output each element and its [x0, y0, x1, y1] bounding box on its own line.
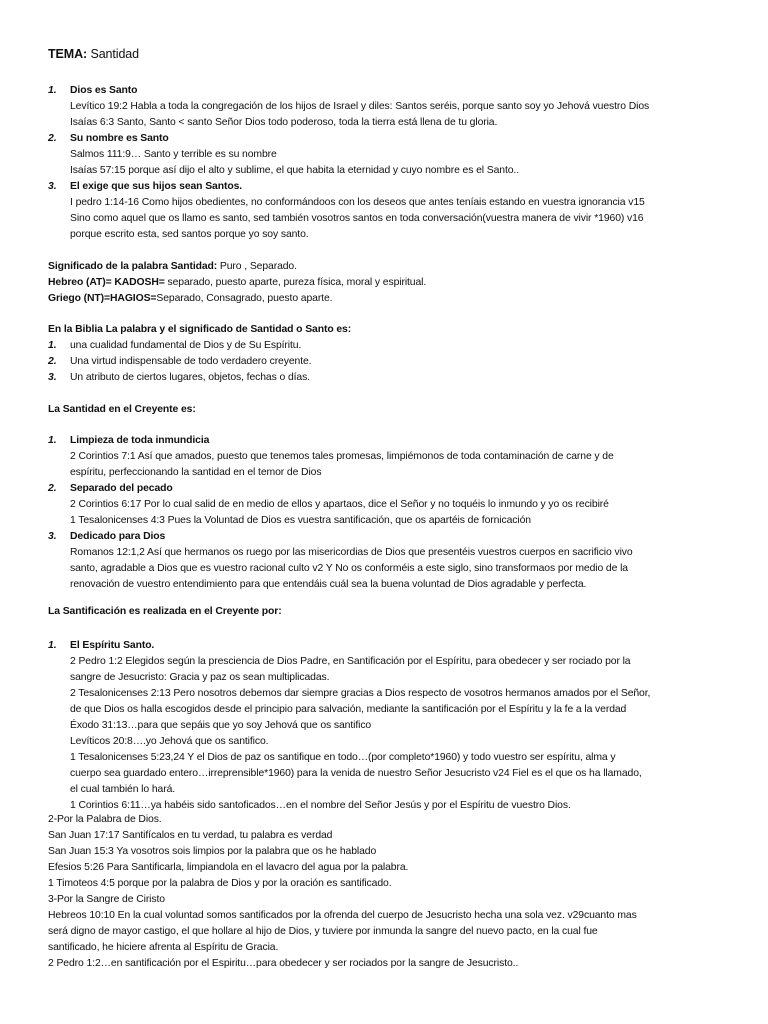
verse-line: 2 Corintios 7:1 Así que amados, puesto que tenemos tales promesas, limpiémonos de toda contaminación de carne y de	[70, 451, 614, 462]
item-heading: El exige que sus hijos sean Santos.	[70, 181, 243, 192]
list-item: Un atributo de ciertos lugares, objetos, fechas o días.	[70, 372, 310, 383]
title-value: Santidad	[90, 47, 140, 61]
list-number: 1.	[48, 340, 57, 351]
meaning-text: Puro , Separado.	[217, 261, 297, 272]
meaning-text: Separado, Consagrado, puesto aparte.	[156, 293, 333, 304]
meaning-label: Hebreo (AT)= KADOSH=	[48, 277, 165, 288]
verse-line: sangre de Jesucristo: Gracia y paz os sean multiplicadas.	[70, 672, 330, 683]
verse-line: santificado, he hiciere afrenta al Espíritu de Gracia.	[48, 942, 279, 953]
list-item: una cualidad fundamental de Dios y de Su Espíritu.	[70, 340, 302, 351]
section-heading: La Santidad en el Creyente es:	[48, 404, 196, 415]
verse-line: Levítico 19:2 Habla a toda la congregación de los hijos de Israel y diles: Santos seréis, porque santo soy yo Jehová vuestro Dios	[70, 101, 650, 112]
meaning-label: Griego (NT)=HAGIOS=	[48, 293, 157, 304]
list-number: 3.	[48, 372, 57, 383]
verse-line: 1 Tesalonicenses 4:3 Pues la Voluntad de Dios es vuestra santificación, que os apartéis de fornicación	[70, 515, 531, 526]
list-number: 3.	[48, 181, 57, 192]
verse-line: renovación de vuestro entendimiento para que entendáis cuál sea la buena voluntad de Dios agradable y perfecta.	[70, 579, 587, 590]
verse-line: Sino como aquel que os llamo es santo, sed también vosotros santos en toda conversación(vuestra manera de vivir *1960) v16	[70, 213, 644, 224]
item-heading: Separado del pecado	[70, 483, 173, 494]
verse-line: I pedro 1:14-16 Como hijos obedientes, no conformándoos con los deseos que antes teníais estando en vuestra ignorancia v15	[70, 197, 645, 208]
item-heading: Dios es Santo	[70, 85, 138, 96]
verse-line: 1 Corintios 6:11…ya habéis sido santoficados…en el nombre del Señor Jesús y por el Espíritu de vuestro Dios.	[70, 800, 571, 811]
list-number: 2.	[48, 483, 57, 494]
list-number: 3.	[48, 531, 57, 542]
item-heading: El Espíritu Santo.	[70, 640, 155, 651]
verse-line: Isaías 6:3 Santo, Santo < santo Señor Dios todo poderoso, toda la tierra está llena de tu gloria.	[70, 117, 498, 128]
verse-line: San Juan 15:3 Ya vosotros sois limpios por la palabra que os he hablado	[48, 846, 377, 857]
verse-line: Hebreos 10:10 En la cual voluntad somos santificados por la ofrenda del cuerpo de Jesucristo hecha una sola vez. v29cuanto mas	[48, 910, 637, 921]
verse-line: 2 Pedro 1:2 Elegidos según la presciencia de Dios Padre, en Santificación por el Espíritu, para obedecer y ser rociado por la	[70, 656, 631, 667]
meaning-line	[48, 292, 332, 305]
list-number: 1.	[48, 85, 57, 96]
subsection-heading: 2-Por la Palabra de Dios.	[48, 814, 162, 825]
verse-line: Salmos 111:9… Santo y terrible es su nombre	[70, 149, 277, 160]
verse-line: 2 Tesalonicenses 2:13 Pero nosotros debemos dar siempre gracias a Dios respecto de vosotros hermanos amados por el Señor,	[70, 688, 651, 699]
verse-line: Romanos 12:1,2 Así que hermanos os ruego por las misericordias de Dios que presentéis vuestros cuerpos en sacrificio vivo	[70, 547, 633, 558]
section-heading: La Santificación es realizada en el Creyente por:	[48, 606, 282, 617]
verse-line: cuerpo sea guardado entero…irreprensible*1960) para la venida de nuestro Señor Jesucristo v24 Fiel es el que os ha llamado,	[70, 768, 642, 779]
meaning-line	[48, 260, 297, 273]
verse-line: Éxodo 31:13…para que sepáis que yo soy Jehová que os santifico	[70, 720, 372, 731]
section-heading: En la Biblia La palabra y el significado de Santidad o Santo es:	[48, 324, 352, 335]
verse-line: 2 Pedro 1:2…en santificación por el Espiritu…para obedecer y ser rociados por la sangre de Jesucristo..	[48, 958, 519, 969]
verse-line: de que Dios os halla escogidos desde el principio para salvación, mediante la santificación por el Espíritu y la fe a la verdad	[70, 704, 627, 715]
list-item: Una virtud indispensable de todo verdadero creyente.	[70, 356, 312, 367]
verse-line: San Juan 17:17 Santifícalos en tu verdad, tu palabra es verdad	[48, 830, 333, 841]
page-title	[48, 47, 139, 62]
meaning-label: Significado de la palabra Santidad:	[48, 261, 218, 272]
verse-line: 1 Timoteos 4:5 porque por la palabra de Dios y por la oración es santificado.	[48, 878, 392, 889]
meaning-line	[48, 276, 426, 289]
list-number: 2.	[48, 356, 57, 367]
verse-line: será digno de mayor castigo, el que hollare al hijo de Dios, y tuviere por inmunda la sangre del nuevo pacto, en la cual fue	[48, 926, 598, 937]
verse-line: porque escrito esta, sed santos porque yo soy santo.	[70, 229, 309, 240]
title-label: TEMA:	[48, 47, 88, 61]
verse-line: el cual también lo hará.	[70, 784, 176, 795]
item-heading: Dedicado para Dios	[70, 531, 166, 542]
verse-line: Levíticos 20:8….yo Jehová que os santifico.	[70, 736, 269, 747]
verse-line: 1 Tesalonicenses 5:23,24 Y el Dios de paz os santifique en todo…(por completo*1960) y todo vuestro ser espíritu, alma y	[70, 752, 616, 763]
meaning-text: separado, puesto aparte, pureza física, moral y espiritual.	[164, 277, 427, 288]
verse-line: espíritu, perfeccionando la santidad en el temor de Dios	[70, 467, 322, 478]
item-heading: Limpieza de toda inmundicia	[70, 435, 210, 446]
list-number: 2.	[48, 133, 57, 144]
verse-line: 2 Corintios 6:17 Por lo cual salid de en medio de ellos y apartaos, dice el Señor y no toquéis lo inmundo y yo os recibiré	[70, 499, 609, 510]
list-number: 1.	[48, 640, 57, 651]
subsection-heading: 3-Por la Sangre de Ciristo	[48, 894, 165, 905]
verse-line: santo, agradable a Dios que es vuestro racional culto v2 Y No os conforméis a este siglo, sino transformaos por medio de la	[70, 563, 628, 574]
verse-line: Isaías 57:15 porque así dijo el alto y sublime, el que habita la eternidad y cuyo nombre es el Santo..	[70, 165, 520, 176]
verse-line: Efesios 5:26 Para Santificarla, limpiandola en el lavacro del agua por la palabra.	[48, 862, 409, 873]
item-heading: Su nombre es Santo	[70, 133, 169, 144]
list-number: 1.	[48, 435, 57, 446]
